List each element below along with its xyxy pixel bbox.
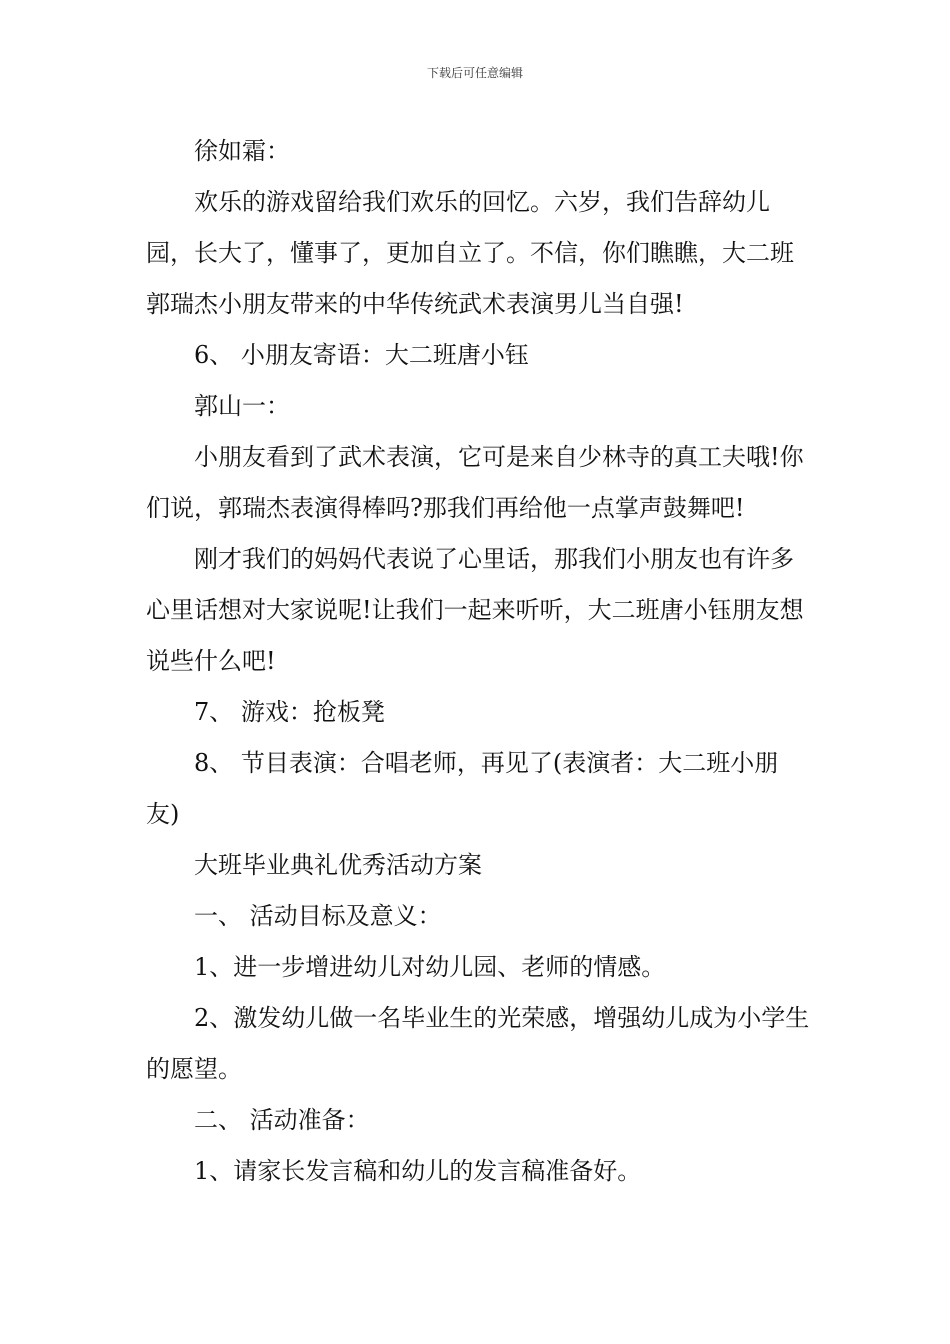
preparation-1: 1、请家长发言稿和幼儿的发言稿准备好。 — [194, 1157, 642, 1185]
goal-1: 1、进一步增进幼儿对幼儿园、老师的情感。 — [194, 953, 666, 981]
paragraph-item-6: 6、 小朋友寄语：大二班唐小钰 — [194, 341, 529, 369]
heading-preparation: 二、 活动准备： — [194, 1106, 370, 1134]
document-body — [146, 126, 810, 1197]
paragraph-item-8: 8、 节目表演：合唱老师，再见了(表演者：大二班小朋友) — [146, 749, 779, 828]
paragraph-heart-words: 刚才我们的妈妈代表说了心里话，那我们小朋友也有许多心里话想对大家说呢!让我们一起来听听，大二班唐小钰朋友想说些什么吧! — [146, 545, 804, 675]
paragraph-speaker-guo: 郭山一： — [194, 392, 290, 420]
page-header: 下载后可任意编辑 — [426, 66, 523, 80]
goal-2: 2、激发幼儿做一名毕业生的光荣感，增强幼儿成为小学生的愿望。 — [146, 1004, 810, 1083]
paragraph-item-7: 7、 游戏：抢板凳 — [194, 698, 385, 726]
paragraph-martial-arts: 小朋友看到了武术表演，它可是来自少林寺的真工夫哦!你们说，郭瑞杰表演得棒吗?那我们再给他一点掌声鼓舞吧! — [146, 443, 804, 522]
paragraph-game-memory: 欢乐的游戏留给我们欢乐的回忆。六岁，我们告辞幼儿园，长大了，懂事了，更加自立了。不信，你们瞧瞧，大二班郭瑞杰小朋友带来的中华传统武术表演男儿当自强! — [146, 188, 794, 318]
heading-goals: 一、 活动目标及意义： — [194, 902, 442, 930]
paragraph-speaker-xu: 徐如霜： — [194, 137, 290, 165]
section-title: 大班毕业典礼优秀活动方案 — [194, 851, 482, 879]
